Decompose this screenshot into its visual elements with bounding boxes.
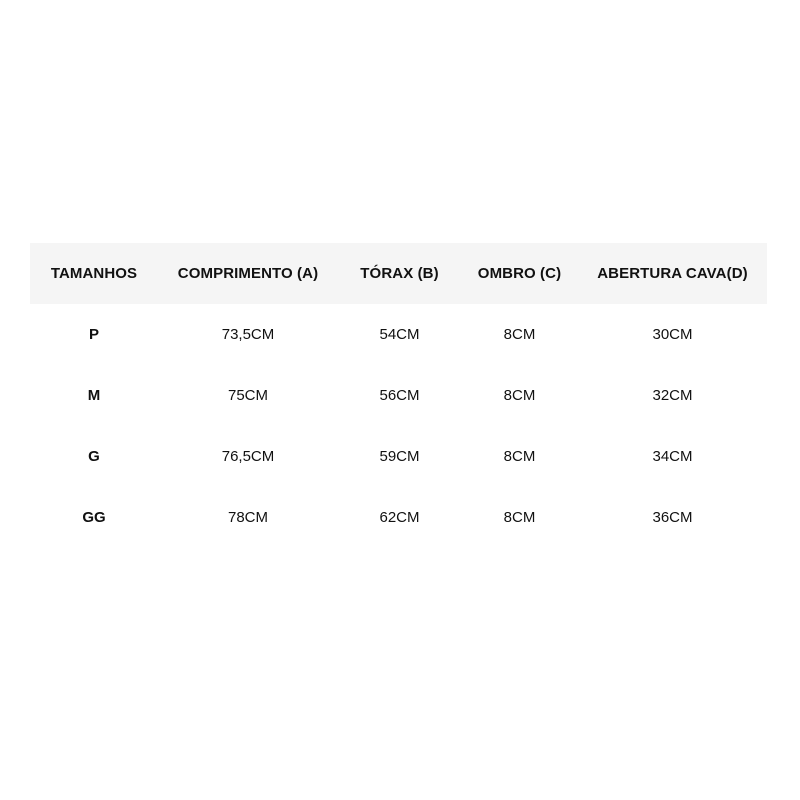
comprimento-value: 76,5CM — [221, 448, 275, 465]
abertura-cava-value: 32CM — [652, 387, 693, 404]
torax-value: 54CM — [379, 326, 420, 343]
table-row — [30, 487, 767, 548]
header-torax: TÓRAX (B) — [360, 265, 439, 282]
size-label: GG — [82, 509, 106, 526]
table-header-row — [30, 243, 767, 304]
abertura-cava-value: 34CM — [652, 448, 693, 465]
comprimento-value: 73,5CM — [221, 326, 275, 343]
header-tamanhos: TAMANHOS — [50, 265, 138, 282]
torax-value: 56CM — [379, 387, 420, 404]
ombro-value: 8CM — [503, 448, 536, 465]
ombro-value: 8CM — [503, 387, 536, 404]
torax-value: 62CM — [379, 509, 420, 526]
abertura-cava-value: 36CM — [652, 509, 693, 526]
abertura-cava-value: 30CM — [652, 326, 693, 343]
header-ombro: OMBRO (C) — [477, 265, 562, 282]
header-abertura-cava: ABERTURA CAVA(D) — [597, 265, 748, 282]
size-chart-table — [30, 243, 767, 548]
table-row — [30, 426, 767, 487]
torax-value: 59CM — [379, 448, 420, 465]
size-label: G — [88, 448, 100, 465]
header-comprimento: COMPRIMENTO (A) — [177, 265, 319, 282]
table-row — [30, 304, 767, 365]
comprimento-value: 78CM — [227, 509, 268, 526]
table-row — [30, 365, 767, 426]
size-label: P — [88, 326, 99, 343]
ombro-value: 8CM — [503, 509, 536, 526]
ombro-value: 8CM — [503, 326, 536, 343]
size-label: M — [87, 387, 101, 404]
comprimento-value: 75CM — [227, 387, 268, 404]
